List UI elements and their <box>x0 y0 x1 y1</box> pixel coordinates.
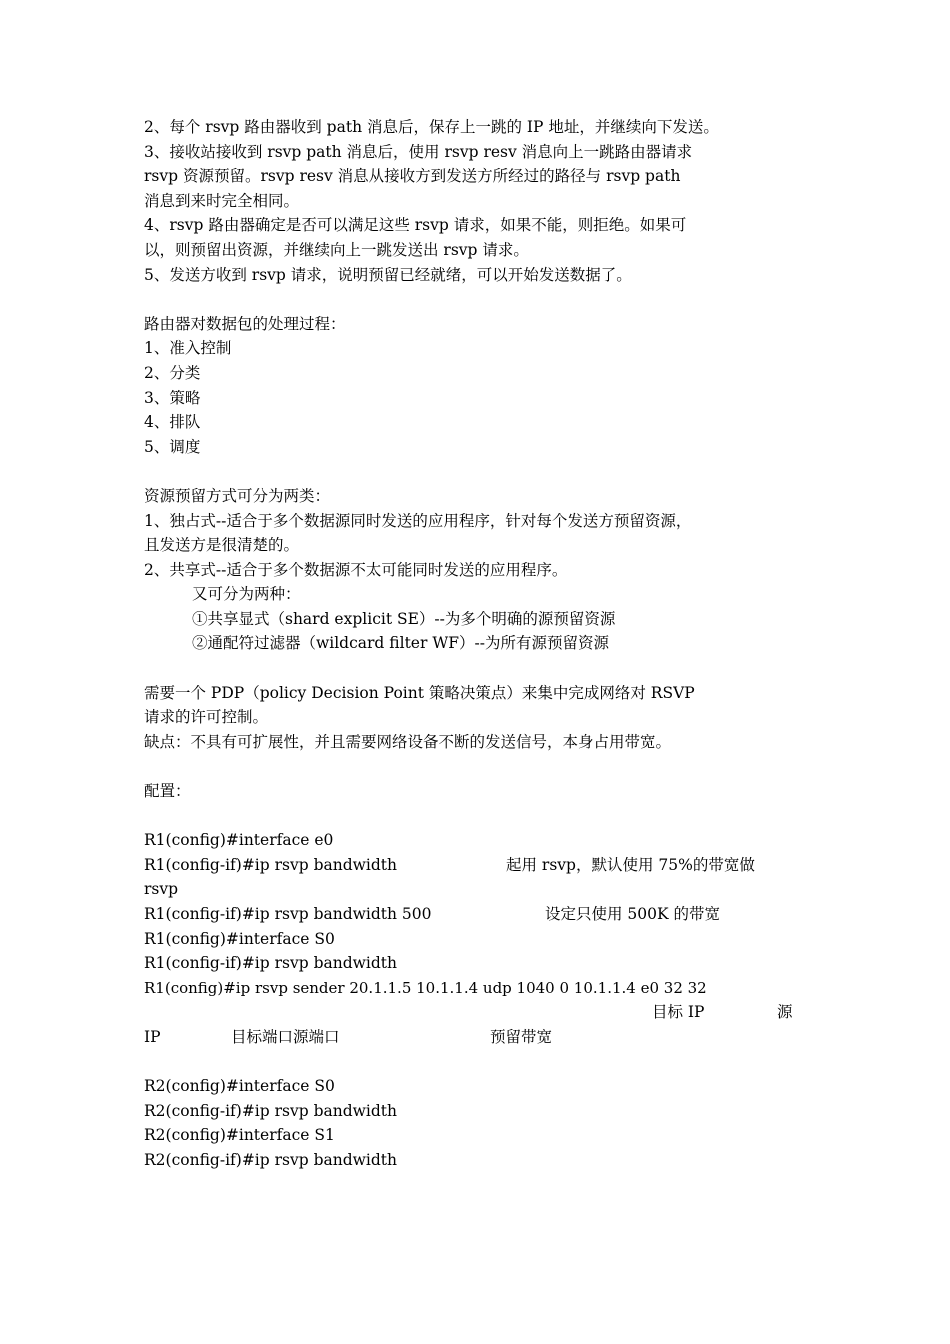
blank-line <box>144 754 814 779</box>
rsvp-step-line: 3、接收站接收到 rsvp path 消息后，使用 rsvp resv 消息向上一跳路由器请求 <box>144 142 693 161</box>
document-page <box>144 115 814 1173</box>
processing-heading: 路由器对数据包的处理过程： <box>144 314 346 333</box>
pdp-line: 需要一个 PDP（policy Decision Point 策略决策点）来集中完成网络对 RSVP <box>144 683 695 702</box>
config-command: R1(config-if)#ip rsvp bandwidth <box>144 954 398 973</box>
processing-item: 1、准入控制 <box>144 339 232 358</box>
processing-item: 3、策略 <box>144 388 201 407</box>
config-command: R1(config)#interface S0 <box>144 929 335 948</box>
blank-line <box>144 804 814 829</box>
pdp-line: 请求的许可控制。 <box>144 708 269 727</box>
blank-line <box>144 1050 814 1075</box>
reservation-line: 2、共享式--适合于多个数据源不太可能同时发送的应用程序。 <box>144 560 568 579</box>
config-command: R2(config)#interface S0 <box>144 1077 335 1096</box>
config-command: R1(config-if)#ip rsvp bandwidth 500 <box>144 905 432 923</box>
config-comment: 起用 rsvp，默认使用 75%的带宽做 <box>506 855 755 874</box>
rsvp-step-line: rsvp 资源预留。rsvp resv 消息从接收方到发送方所经过的路径与 rsvp path <box>144 167 681 186</box>
rsvp-step-line: 4、rsvp 路由器确定是否可以满足这些 rsvp 请求，如果不能，则拒绝。如果可 <box>144 216 687 235</box>
reservation-sub-item: ②通配符过滤器（wildcard filter WF）--为所有源预留资源 <box>192 634 609 653</box>
annotation-ip: IP <box>144 1027 161 1046</box>
config-command: R2(config-if)#ip rsvp bandwidth <box>144 1150 398 1169</box>
processing-item: 5、调度 <box>144 437 201 456</box>
config-comment: 设定只使用 500K 的带宽 <box>545 905 721 923</box>
annotation-src: 源 <box>777 1003 793 1022</box>
reservation-sub-item: ①共享显式（shard explicit SE）--为多个明确的源预留资源 <box>192 609 616 628</box>
annotation-row <box>144 1000 814 1025</box>
config-heading: 配置： <box>144 782 191 801</box>
reservation-heading: 资源预留方式可分为两类： <box>144 486 331 505</box>
reservation-line: 1、独占式--适合于多个数据源同时发送的应用程序，针对每个发送方预留资源， <box>144 511 692 530</box>
reservation-sub-heading: 又可分为两种： <box>192 585 301 604</box>
config-command-row <box>144 902 814 927</box>
config-command-row <box>144 853 814 878</box>
rsvp-step-line: 消息到来时完全相同。 <box>144 191 300 210</box>
rsvp-step-line: 以，则预留出资源，并继续向上一跳发送出 rsvp 请求。 <box>144 240 529 259</box>
reservation-line: 且发送方是很清楚的。 <box>144 536 300 555</box>
processing-item: 2、分类 <box>144 363 201 382</box>
blank-line <box>144 656 814 681</box>
blank-line <box>144 287 814 312</box>
config-comment-wrap: rsvp <box>144 880 179 899</box>
annotation-row <box>144 1025 814 1050</box>
annotation-bandwidth: 预留带宽 <box>490 1027 553 1046</box>
rsvp-step-line: 2、每个 rsvp 路由器收到 path 消息后，保存上一跳的 IP 地址，并继续向下发送。 <box>144 118 719 136</box>
config-command: R2(config)#interface S1 <box>144 1126 335 1145</box>
config-command: R1(config)#ip rsvp sender 20.1.1.5 10.1.1.4 udp 1040 0 10.1.1.4 e0 32 32 <box>144 978 707 997</box>
annotation-ports: 目标端口源端口 <box>231 1027 340 1046</box>
annotation-dest-ip: 目标 IP <box>652 1003 705 1022</box>
processing-item: 4、排队 <box>144 413 201 432</box>
rsvp-step-line: 5、发送方收到 rsvp 请求，说明预留已经就绪，可以开始发送数据了。 <box>144 265 632 284</box>
config-command: R1(config-if)#ip rsvp bandwidth <box>144 855 398 874</box>
config-command: R1(config)#interface e0 <box>144 831 334 850</box>
blank-line <box>144 459 814 484</box>
pdp-drawback-line: 缺点：不具有可扩展性，并且需要网络设备不断的发送信号，本身占用带宽。 <box>144 732 672 751</box>
config-command: R2(config-if)#ip rsvp bandwidth <box>144 1101 398 1120</box>
